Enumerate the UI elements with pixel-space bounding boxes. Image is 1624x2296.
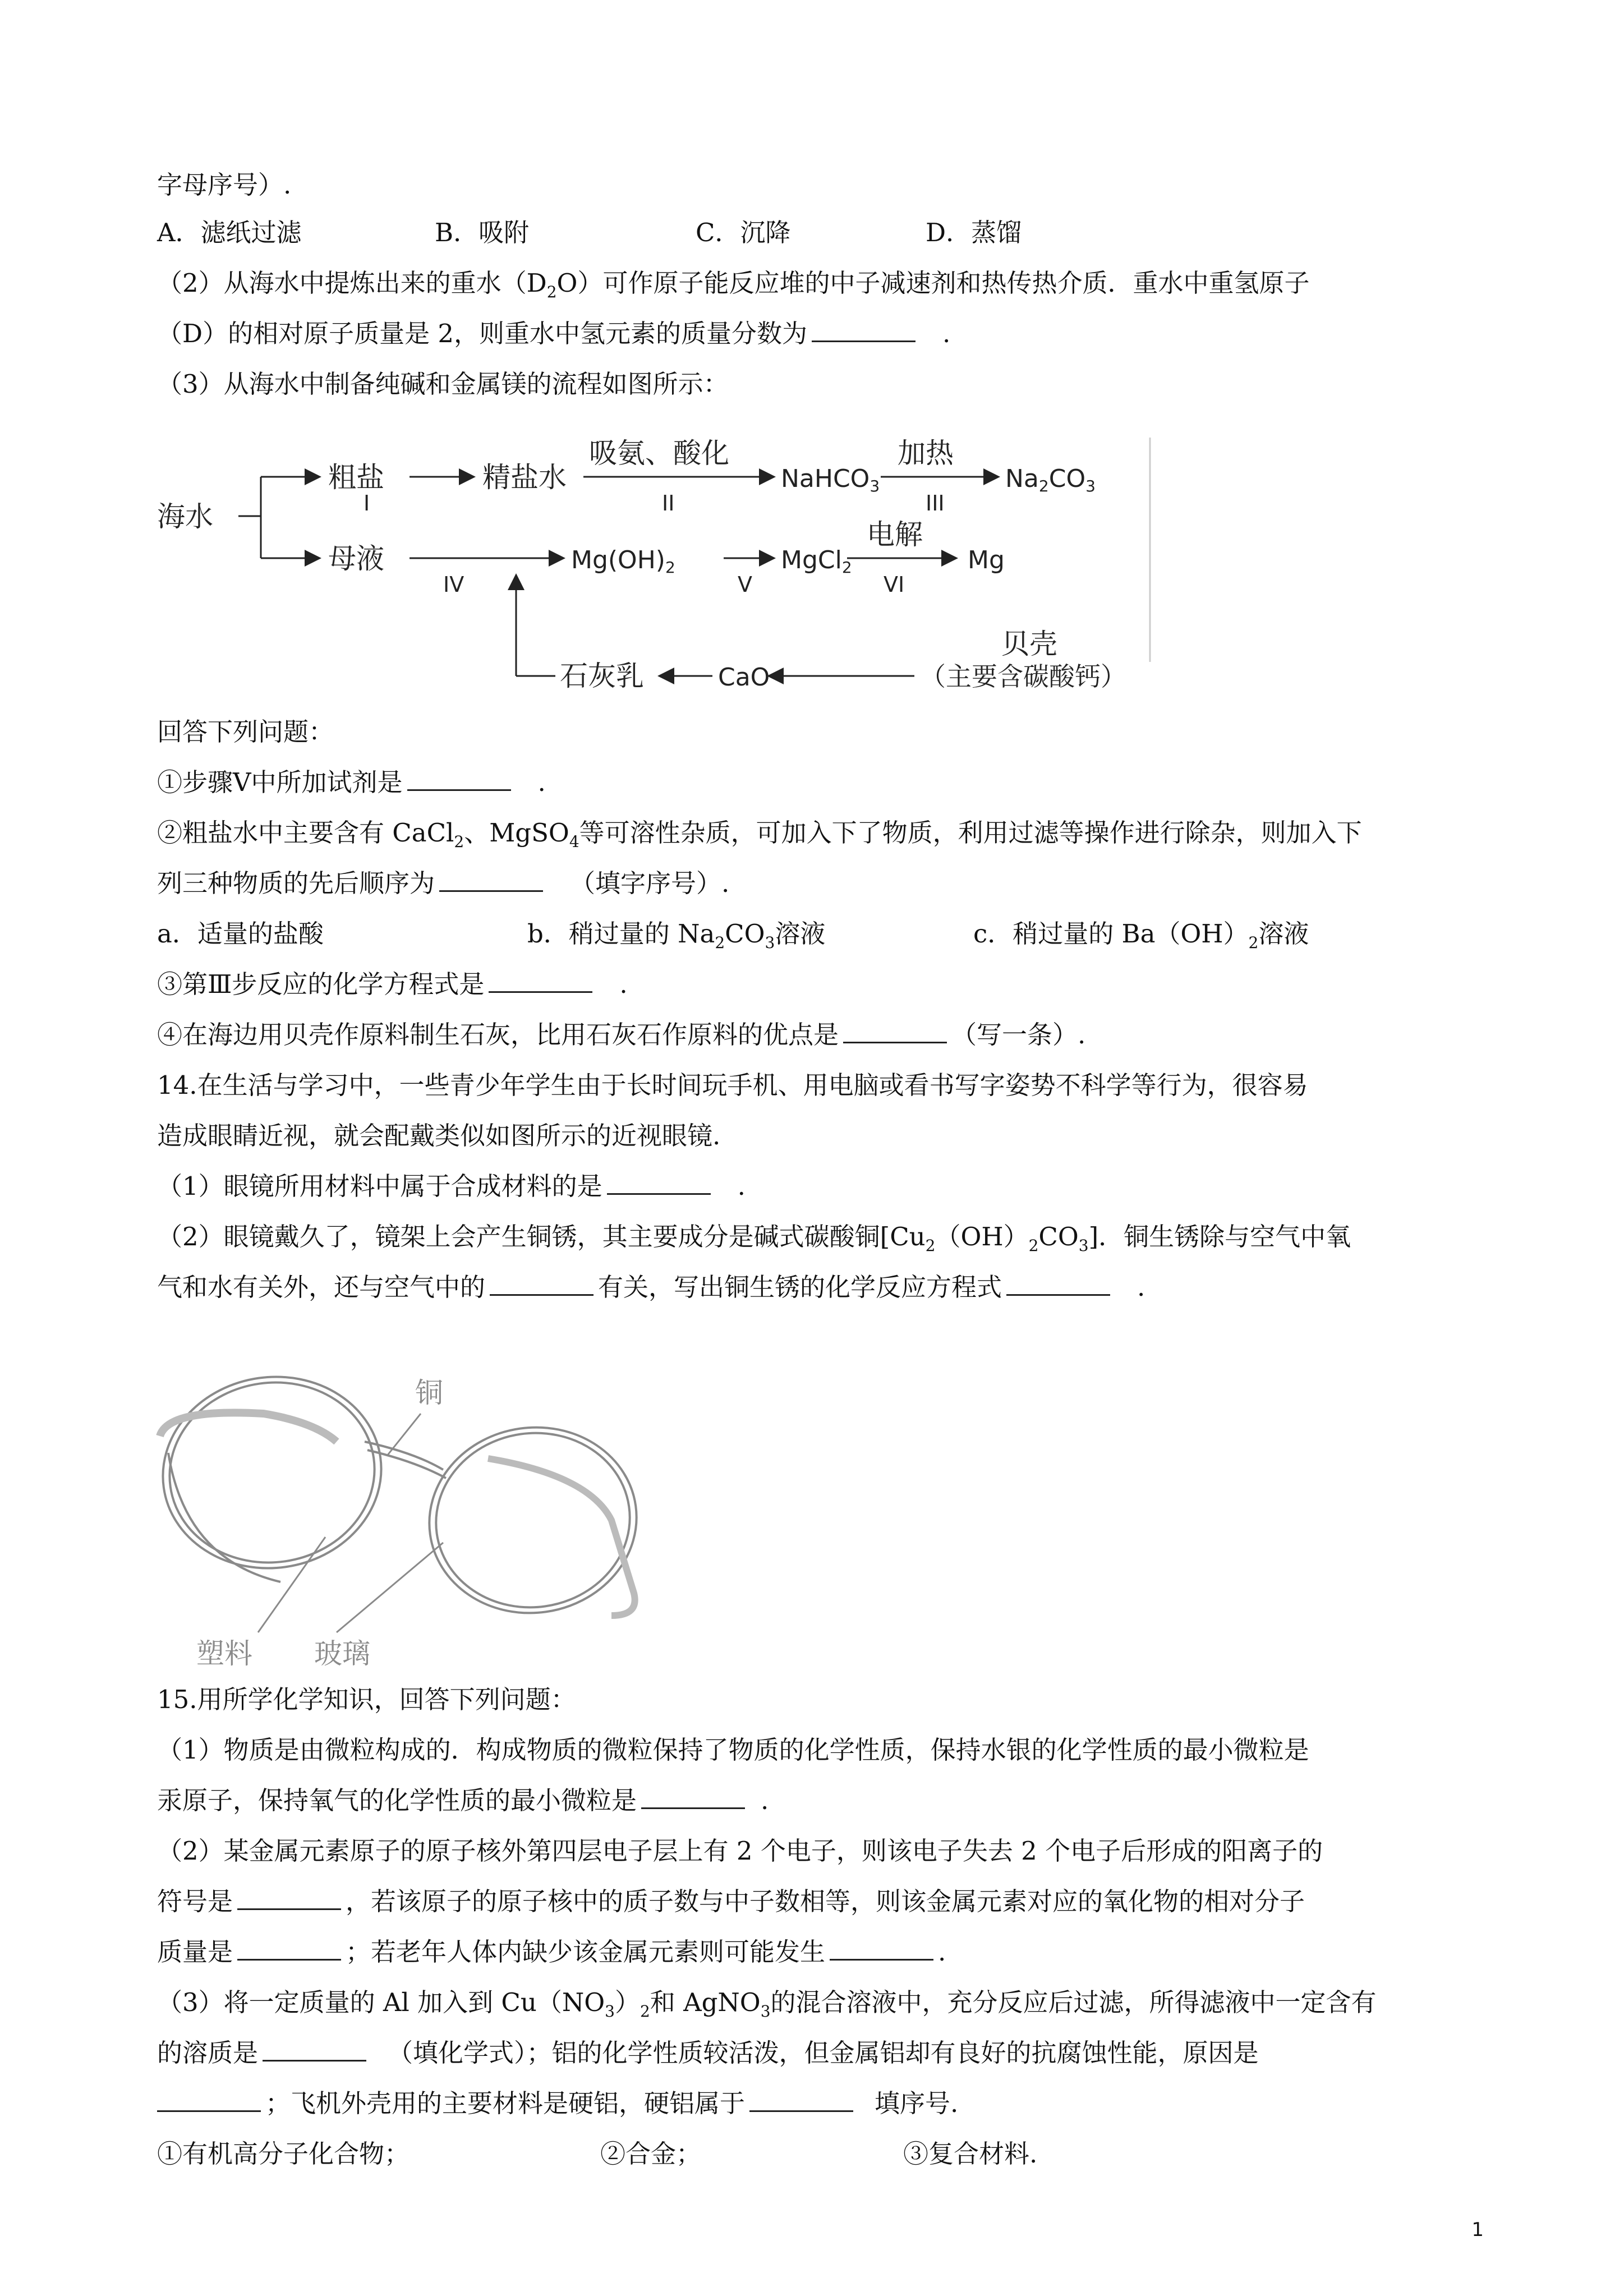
subscript: 2: [546, 283, 557, 301]
options-row: [157, 917, 1309, 960]
shell-note: （主要含碳酸钙）: [920, 661, 1126, 692]
option-b: B．吸附: [435, 218, 530, 247]
step-label-1: I: [364, 491, 370, 516]
answer-blank[interactable]: [237, 1936, 341, 1961]
text: 造成眼睛近视，就会配戴类似如图所示的近视眼镜.: [157, 1121, 721, 1151]
answer-blank[interactable]: [812, 318, 915, 342]
text-line: [157, 715, 334, 749]
option-1: ①有机高分子化合物；: [157, 2139, 410, 2169]
text: 汞原子，保持氧气的化学性质的最小微粒是: [157, 1786, 637, 1815]
text: 字母序号）.: [157, 170, 292, 200]
node-mother-liquor: 母液: [328, 542, 384, 575]
text-line: [157, 2036, 1259, 2070]
text: 和 AgNO: [650, 1987, 761, 2017]
text-line: [157, 1834, 1323, 1868]
step-label-5: V: [738, 572, 752, 597]
text: （1）物质是由微粒构成的．构成物质的微粒保持了物质的化学性质，保持水银的化学性质的最小微粒是: [157, 1735, 1309, 1765]
text: O）可作原子能反应堆的中子减速剂和热传热介质．重水中重氢原子: [556, 268, 1310, 298]
text: .: [761, 1786, 769, 1815]
text: CO: [1038, 1222, 1079, 1251]
text-line: [157, 1069, 1308, 1102]
text-line: [157, 266, 1309, 309]
text: 回答下列问题：: [157, 717, 334, 747]
text-line: [157, 1170, 746, 1203]
text: 15.用所学化学知识，回答下列问题：: [157, 1685, 576, 1714]
text: 有关，写出铜生锈的化学反应方程式: [598, 1272, 1002, 1302]
node-mgoh2: Mg(OH)2: [571, 546, 675, 577]
answer-blank[interactable]: [843, 1019, 947, 1043]
text-line: [157, 1220, 1351, 1263]
subscript: 4: [569, 832, 579, 851]
answer-blank[interactable]: [407, 767, 511, 791]
text-line: [157, 1018, 1085, 1052]
text: （填化学式）；铝的化学性质较活泼，但金属铝却有良好的抗腐蚀性能，原因是: [388, 2038, 1259, 2068]
answer-blank[interactable]: [263, 2037, 366, 2062]
text: （1）眼镜所用材料中属于合成材料的是: [157, 1171, 602, 1201]
node-shell: 贝壳: [1001, 628, 1057, 660]
text: ；飞机外壳用的主要材料是硬铝，硬铝属于: [265, 2088, 746, 2118]
text: ①步骤Ⅴ中所加试剂是: [157, 767, 403, 797]
option-c: C．沉降: [696, 218, 791, 247]
text: .: [942, 319, 951, 348]
text-line: [157, 317, 950, 351]
answer-blank[interactable]: [439, 868, 543, 892]
option-d: D．蒸馏: [926, 218, 1022, 247]
options-row: [157, 216, 1022, 250]
answer-blank[interactable]: [490, 1272, 594, 1296]
text-line: [157, 1271, 1145, 1304]
subscript: 2: [1028, 1236, 1039, 1255]
text: ②粗盐水中主要含有 CaCl: [157, 818, 454, 848]
text-line: [157, 968, 628, 1001]
step-label-6: VI: [884, 572, 905, 597]
text: .: [537, 767, 546, 797]
text: ；若老年人体内缺少该金属元素则可能发生: [346, 1937, 826, 1967]
text: （2）眼镜戴久了，镜架上会产生铜锈，其主要成分是碱式碳酸铜[Cu: [157, 1222, 926, 1251]
step-label-2: II: [662, 491, 675, 516]
flow-diagram: [151, 432, 1161, 701]
text: .: [619, 969, 628, 999]
answer-blank[interactable]: [157, 2088, 261, 2112]
text: .: [938, 1937, 946, 1967]
text: ④在海边用贝壳作原料制生石灰，比用石灰石作原料的优点是: [157, 1020, 839, 1050]
text-line: [157, 2087, 958, 2120]
text-line: [157, 1986, 1377, 2028]
subscript: 3: [760, 2002, 771, 2021]
text-line: [157, 1683, 576, 1717]
answer-blank[interactable]: [237, 1886, 341, 1910]
text: 等可溶性杂质，可加入下了物质，利用过滤等操作进行除杂，则加入下: [579, 818, 1362, 848]
label-ammonia-acid: 吸氨、酸化: [589, 437, 729, 470]
label-electrolysis: 电解: [867, 518, 923, 551]
text: 的溶质是: [157, 2038, 259, 2068]
text: （2）某金属元素原子的原子核外第四层电子层上有 2 个电子，则该电子失去 2 个电子后形成的阳离子的: [157, 1836, 1323, 1866]
subscript: 3: [605, 2002, 615, 2021]
answer-blank[interactable]: [830, 1936, 933, 1961]
text: 列三种物质的先后顺序为: [157, 868, 435, 898]
text-line: [157, 1119, 720, 1153]
text: （写一条）.: [951, 1020, 1086, 1050]
text: 的混合溶液中，充分反应后过滤，所得滤液中一定含有: [770, 1987, 1377, 2017]
node-na2co3: Na2CO3: [1005, 464, 1096, 495]
answer-blank[interactable]: [641, 1785, 745, 1809]
text: ]．铜生锈除与空气中氧: [1088, 1222, 1351, 1251]
node-lime-milk: 石灰乳: [560, 660, 644, 692]
text: ）: [614, 1987, 640, 2017]
answer-blank[interactable]: [607, 1171, 711, 1195]
text: 、MgSO: [464, 818, 569, 848]
text: （OH）: [935, 1222, 1029, 1251]
text: ③第Ⅲ步反应的化学方程式是: [157, 969, 485, 999]
page-number: 1: [1471, 2219, 1484, 2241]
text: 质量是: [157, 1937, 233, 1967]
text-line: [157, 1784, 769, 1818]
text: （D）的相对原子质量是 2，则重水中氢元素的质量分数为: [157, 319, 808, 348]
options-row: [157, 2137, 1037, 2171]
text: （填字序号）.: [570, 868, 730, 898]
text: 符号是: [157, 1887, 233, 1916]
answer-blank[interactable]: [489, 969, 592, 993]
node-mg: Mg: [968, 546, 1005, 574]
text: .: [1137, 1272, 1145, 1302]
glasses-illustration: [151, 1358, 656, 1672]
option-a: A．滤纸过滤: [157, 218, 302, 247]
text: （2）从海水中提炼出来的重水（D: [157, 268, 547, 298]
step-label-4: IV: [443, 572, 464, 597]
node-seawater: 海水: [157, 500, 213, 533]
option-2: ②合金；: [600, 2139, 702, 2169]
text: （3）从海水中制备纯碱和金属镁的流程如图所示：: [157, 369, 729, 399]
text: 填序号.: [875, 2088, 959, 2118]
text-line: [157, 766, 546, 799]
node-mgcl2: MgCl2: [781, 546, 852, 577]
label-plastic: 塑料: [196, 1637, 252, 1670]
text-line: [157, 1935, 946, 1969]
subscript: 3: [1078, 1236, 1089, 1255]
text-line: [157, 867, 729, 900]
node-crude-salt: 粗盐: [328, 461, 384, 494]
subscript: 2: [640, 2002, 650, 2021]
text-line: [157, 1885, 1305, 1918]
text: 14.在生活与学习中，一些青少年学生由于长时间玩手机、用电脑或看书写字姿势不科学等行为，很容易: [157, 1070, 1308, 1100]
node-cao: CaO: [718, 663, 770, 692]
subscript: 2: [454, 832, 464, 851]
text: 气和水有关外，还与空气中的: [157, 1272, 486, 1302]
node-nahco3: NaHCO3: [781, 464, 880, 495]
text: （3）将一定质量的 Al 加入到 Cu（NO: [157, 1987, 605, 2017]
answer-blank[interactable]: [1006, 1272, 1110, 1296]
label-copper: 铜: [415, 1377, 443, 1409]
option-b: b．稍过量的 $Na_2CO_3$溶液: [527, 919, 826, 952]
text: ，若该原子的原子核中的质子数与中子数相等，则该金属元素对应的氧化物的相对分子: [346, 1887, 1305, 1916]
option-c: c．稍过量的 $Ba(OH)_2$溶液: [973, 919, 1309, 952]
label-heat: 加热: [898, 437, 954, 470]
option-a: a．适量的盐酸: [157, 919, 324, 949]
text-line: [157, 1733, 1309, 1767]
subscript: 2: [925, 1236, 936, 1255]
label-glass: 玻璃: [314, 1637, 370, 1670]
text-line: [157, 816, 1362, 859]
option-3: ③复合材料.: [903, 2139, 1038, 2169]
text: .: [737, 1171, 746, 1201]
step-label-3: III: [926, 491, 945, 516]
node-brine: 精盐水: [482, 461, 567, 494]
text-line: [157, 168, 291, 202]
text-line: [157, 367, 729, 401]
answer-blank[interactable]: [749, 2088, 853, 2112]
